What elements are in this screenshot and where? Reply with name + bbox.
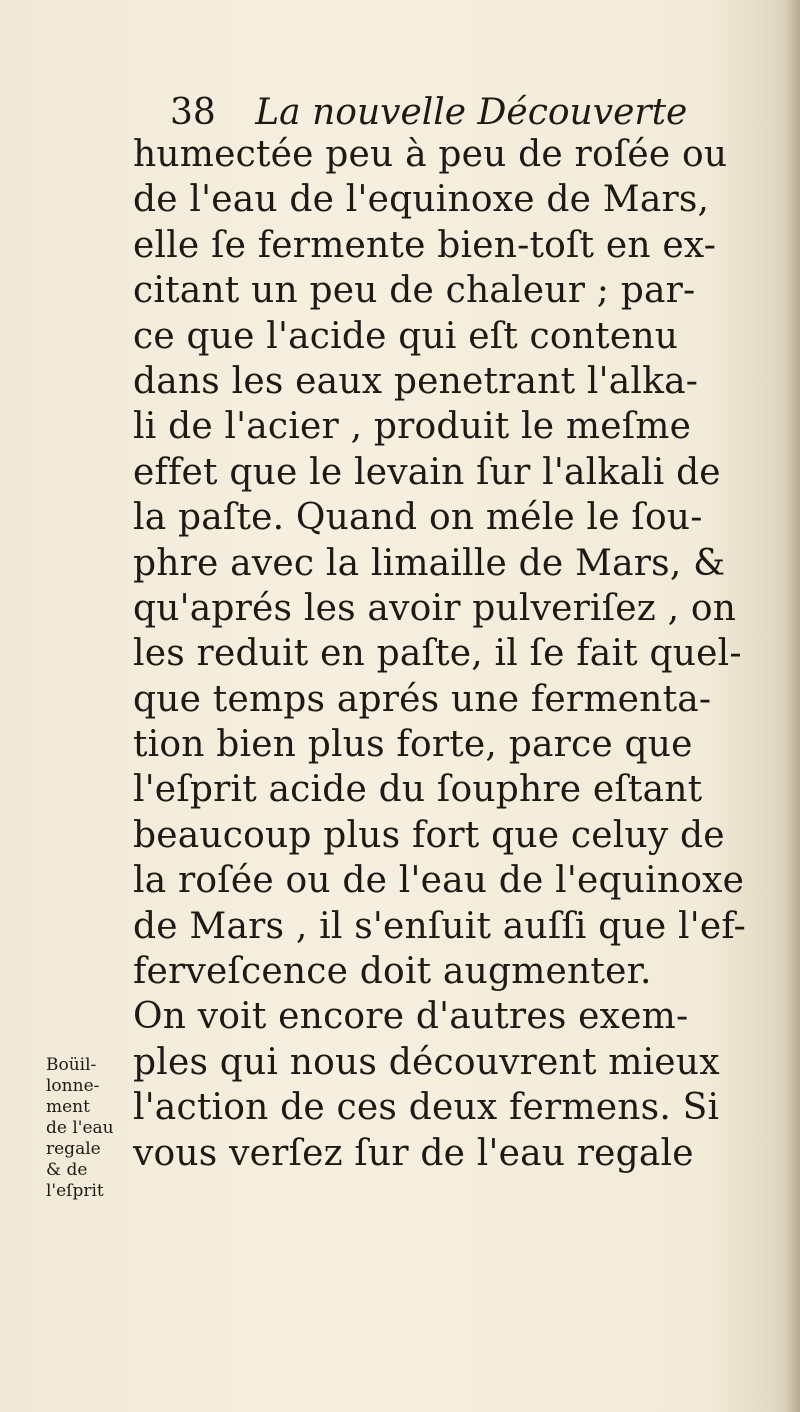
text-line: On voit encore d'autres exem- — [133, 996, 689, 1038]
text-line: la roſée ou de l'eau de l'equinoxe — [133, 860, 745, 902]
text-line: beaucoup plus fort que celuy de — [133, 814, 725, 856]
margin-note-line: lonne- — [46, 1076, 100, 1096]
text-line: de Mars , il s'enſuit auſſi que l'ef- — [133, 905, 746, 947]
text-line: de l'eau de l'equinoxe de Mars, — [133, 179, 710, 221]
text-line: vous verſez ſur de l'eau regale — [133, 1132, 694, 1174]
margin-note-line: Boüil- — [46, 1055, 97, 1075]
text-line: elle ſe fermente bien-toſt en ex- — [133, 224, 717, 266]
margin-note-line: regale — [46, 1139, 101, 1159]
margin-note-line: l'eſprit — [46, 1181, 104, 1201]
margin-note-line: & de — [46, 1160, 88, 1180]
text-line: qu'aprés les avoir pulveriſez , on — [133, 587, 737, 629]
text-line: les reduit en paſte, il ſe fait quel- — [133, 633, 742, 675]
text-line: la paſte. Quand on méle le ſou- — [133, 497, 703, 539]
text-line: li de l'acier , produit le meſme — [133, 406, 692, 448]
margin-note-line: de l'eau — [46, 1118, 114, 1138]
running-head — [170, 88, 730, 138]
text-line: dans les eaux penetrant l'alka- — [133, 360, 699, 402]
text-line: tion bien plus forte, parce que — [133, 724, 693, 766]
text-line: humectée peu à peu de roſée ou — [133, 134, 728, 175]
margin-note — [46, 1055, 128, 1202]
text-line: ferveſcence doit augmenter. — [133, 951, 652, 993]
text-line: ples qui nous découvrent mieux — [133, 1041, 720, 1083]
text-line: citant un peu de chaleur ; par- — [133, 270, 696, 312]
text-line: l'eſprit acide du ſouphre eſtant — [133, 769, 703, 811]
margin-note-line: ment — [46, 1097, 90, 1117]
text-line: que temps aprés une fermenta- — [133, 678, 712, 720]
text-line: l'action de ces deux fermens. Si — [133, 1087, 720, 1129]
running-title: La nouvelle Découverte — [255, 92, 688, 133]
text-line: phre avec la limaille de Mars, & — [133, 542, 726, 584]
page-edge-shadow — [786, 0, 800, 1412]
text-line: effet que le levain ſur l'alkali de — [133, 451, 721, 493]
page-number: 38 — [170, 92, 216, 133]
body-text — [133, 132, 773, 1176]
text-line: ce que l'acide qui eſt contenu — [133, 315, 679, 357]
